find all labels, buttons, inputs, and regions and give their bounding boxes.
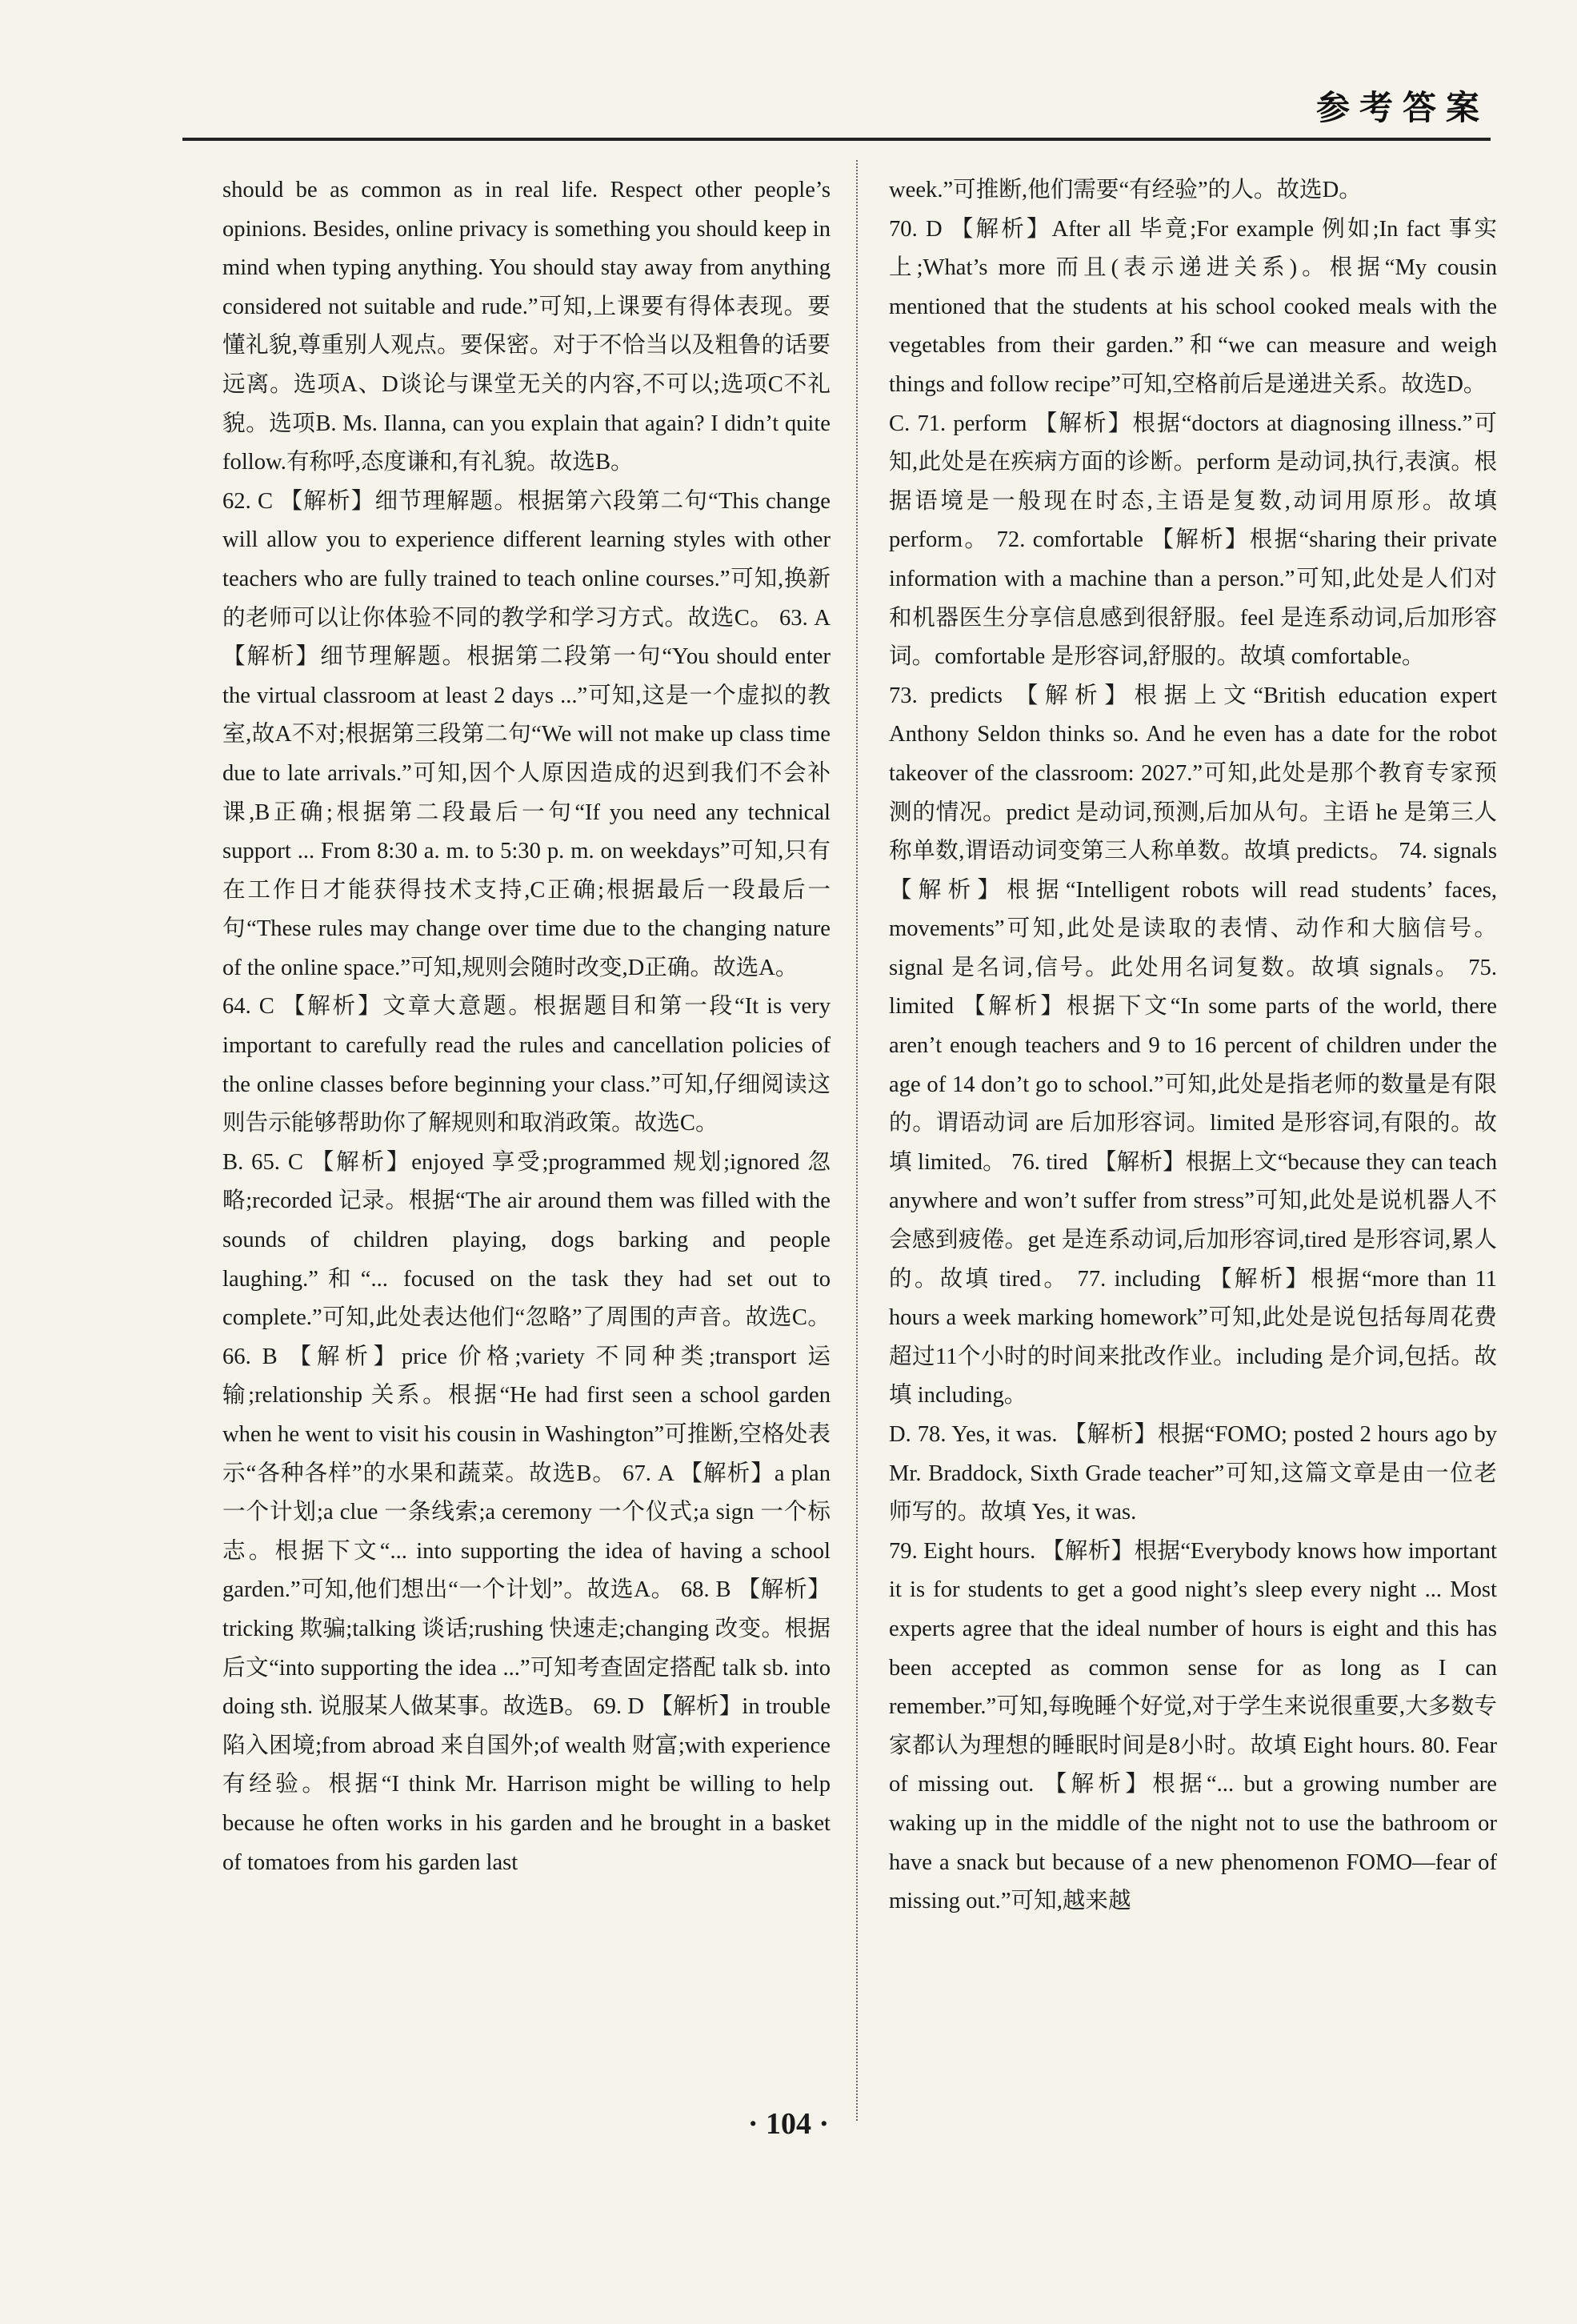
answer-paragraph: should be as common as in real life. Respect other people’s opinions. Besides, online privacy is something you should keep in mind when typing anything. You should stay away from anything considered not suitable and rude.”可知,上课要有得体表现。要懂礼貌,尊重别人观点。要保密。对于不恰当以及粗鲁的话要远离。选项A、D谈论与课堂无关的内容,不可以;选项C不礼貌。选项B. Ms. Ilanna, can you explain that again? I didn’t quite follow.有称呼,态度谦和,有礼貌。故选B。	[222, 178, 831, 475]
answer-paragraph: D. 78. Yes, it was. 【解析】根据“FOMO; posted 2 hours ago by Mr. Braddock, Sixth Grade teacher”可知,这篇文章是由一位老师写的。故填 Yes, it was.	[889, 1422, 1497, 1525]
answer-paragraph: 64. C 【解析】文章大意题。根据题目和第一段“It is very important to carefully read the rules and cancellation policies of the online classes before beginning your class.”可知,仔细阅读这则告示能够帮助你了解规则和取消政策。故选C。	[222, 994, 831, 1136]
page-number: · 104 ·	[747, 2107, 830, 2141]
left-column	[222, 171, 831, 1882]
answer-paragraph: B. 65. C 【解析】enjoyed 享受;programmed 规划;ignored 忽略;recorded 记录。根据“The air around them was filled with the sounds of children playing, dogs barking and people laughing.”和“... focused on the task they had set out to complete.”可知,此处表达他们“忽略”了周围的声音。故选C。 66. B 【解析】price 价格;variety 不同种类;transport 运输;relationship 关系。根据“He had first seen a school garden when he went to visit his cousin in Washington”可推断,空格处表示“各种各样”的水果和蔬菜。故选B。 67. A 【解析】a plan 一个计划;a clue 一条线索;a ceremony 一个仪式;a sign 一个标志。根据下文“... into supporting the idea of having a school garden.”可知,他们想出“一个计划”。故选A。 68. B 【解析】tricking 欺骗;talking 谈话;rushing 快速走;changing 改变。根据后文“into supporting the idea ...”可知考查固定搭配 talk sb. into doing sth. 说服某人做某事。故选B。 69. D 【解析】in trouble 陷入困境;from abroad 来自国外;of wealth 财富;with experience 有经验。根据“I think Mr. Harrison might be willing to help because he often works in his garden and he brought in a basket of tomatoes from his garden last	[222, 1149, 831, 1875]
answer-paragraph: 79. Eight hours. 【解析】根据“Everybody knows how important it is for students to get a good night’s sleep every night ... Most experts agree that the ideal number of hours is eight and this has been accepted as common sense for as long as I can remember.”可知,每晚睡个好觉,对于学生来说很重要,大多数专家都认为理想的睡眠时间是8小时。故填 Eight hours. 80. Fear of missing out. 【解析】根据“... but a growing number are waking up in the middle of the night not to use the bathroom or have a snack but because of a new phenomenon FOMO—fear of missing out.”可知,越来越	[889, 1538, 1497, 1914]
answer-paragraph: 73. predicts 【解析】根据上文“British education expert Anthony Seldon thinks so. And he even has a date for the robot takeover of the classroom: 2027.”可知,此处是那个教育专家预测的情况。predict 是动词,预测,后加从句。主语 he 是第三人称单数,谓语动词变第三人称单数。故填 predicts。 74. signals 【解析】根据“Intelligent robots will read students’ faces, movements”可知,此处是读取的表情、动作和大脑信号。signal 是名词,信号。此处用名词复数。故填 signals。 75. limited 【解析】根据下文“In some parts of the world, there aren’t enough teachers and 9 to 16 percent of children under the age of 14 don’t go to school.”可知,此处是指老师的数量是有限的。谓语动词 are 后加形容词。limited 是形容词,有限的。故填 limited。 76. tired 【解析】根据上文“because they can teach anywhere and won’t suffer from stress”可知,此处是说机器人不会感到疲倦。get 是连系动词,后加形容词,tired 是形容词,累人的。故填 tired。 77. including 【解析】根据“more than 11 hours a week marking homework”可知,此处是说包括每周花费超过11个小时的时间来批改作业。including 是介词,包括。故填 including。	[889, 683, 1497, 1408]
page-header-title: 参考答案	[1315, 88, 1489, 127]
right-column	[889, 171, 1497, 1921]
answer-paragraph: week.”可推断,他们需要“有经验”的人。故选D。	[889, 178, 1362, 202]
answer-paragraph: C. 71. perform 【解析】根据“doctors at diagnosing illness.”可知,此处是在疾病方面的诊断。perform 是动词,执行,表演。根据语境是一般现在时态,主语是复数,动词用原形。故填 perform。 72. comfortable 【解析】根据“sharing their private information with a machine than a person.”可知,此处是人们对和机器医生分享信息感到很舒服。feel 是连系动词,后加形容词。comfortable 是形容词,舒服的。故填 comfortable。	[889, 411, 1497, 670]
answer-paragraph: 62. C 【解析】细节理解题。根据第六段第二句“This change will allow you to experience different learning styles with other teachers who are fully trained to teach online courses.”可知,换新的老师可以让你体验不同的教学和学习方式。故选C。 63. A 【解析】细节理解题。根据第二段第一句“You should enter the virtual classroom at least 2 days ...”可知,这是一个虚拟的教室,故A不对;根据第三段第二句“We will not make up class time due to late arrivals.”可知,因个人原因造成的迟到我们不会补课,B正确;根据第二段最后一句“If you need any technical support ... From 8:30 a. m. to 5:30 p. m. on weekdays”可知,只有在工作日才能获得技术支持,C正确;根据最后一段最后一句“These rules may change over time due to the changing nature of the online space.”可知,规则会随时改变,D正确。故选A。	[222, 488, 831, 980]
header-divider	[182, 138, 1491, 141]
column-divider	[856, 160, 858, 2121]
answer-paragraph: 70. D 【解析】After all 毕竟;For example 例如;In fact 事实上;What’s more 而且(表示递进关系)。根据“My cousin mentioned that the students at his school cooked meals with the vegetables from their garden.”和“we can measure and weigh things and follow recipe”可知,空格前后是递进关系。故选D。	[889, 216, 1497, 397]
